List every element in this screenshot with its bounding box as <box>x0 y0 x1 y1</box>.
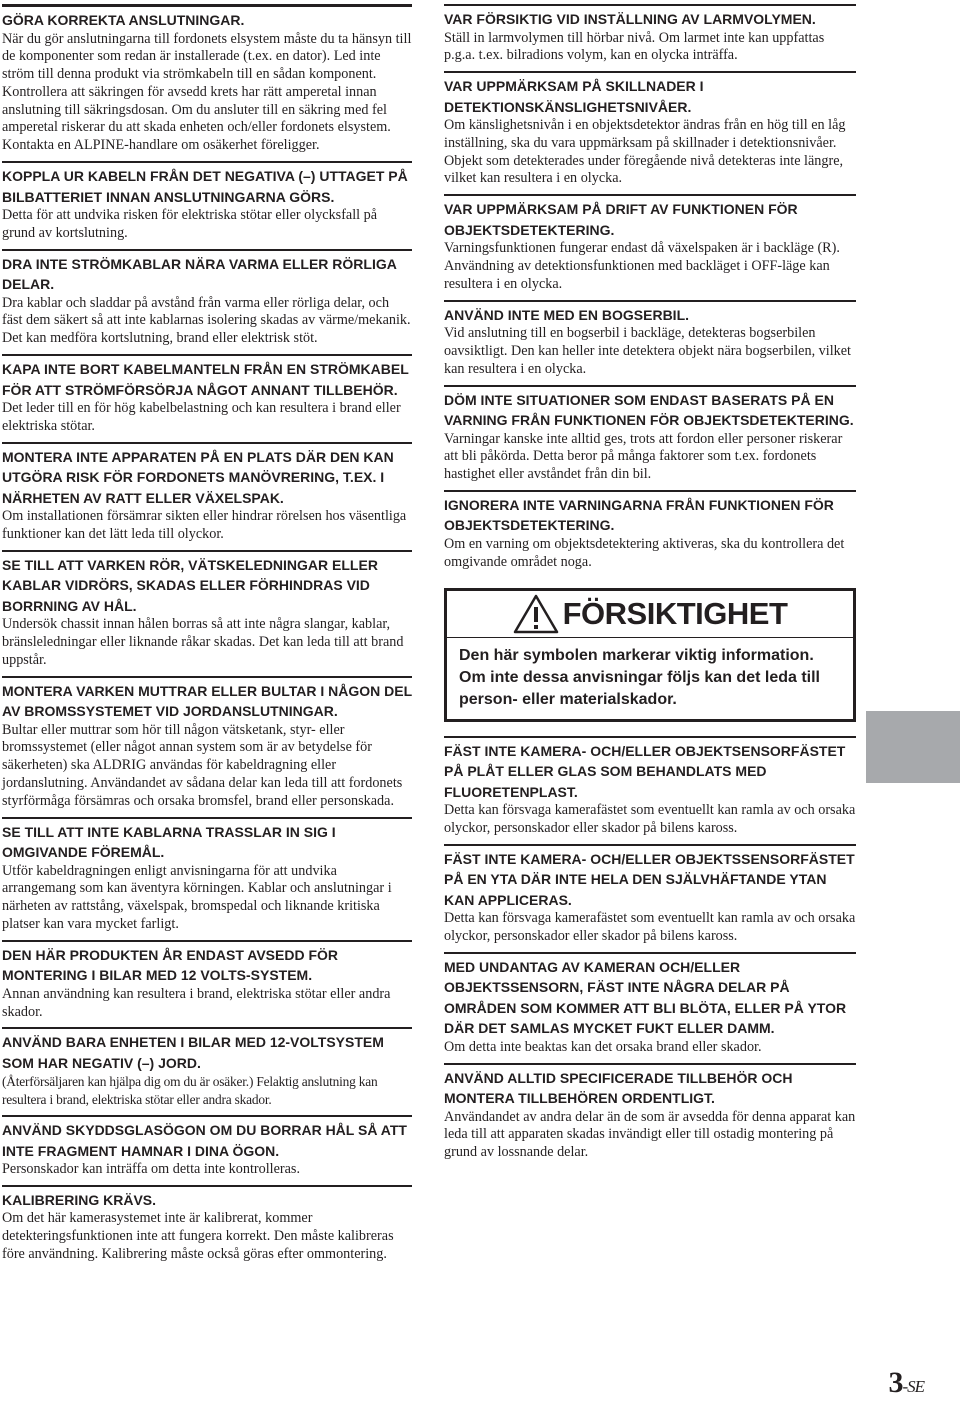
warning-section <box>2 161 412 243</box>
section-body: Detta kan försvaga kamerafästet som eventuellt kan ramla av och orsaka olyckor, personskador eller skador på bilens kaross. <box>444 910 856 944</box>
warning-section <box>444 952 856 1057</box>
warning-section <box>2 1027 412 1109</box>
section-heading: DRA INTE STRÖMKABLAR NÄRA VARMA ELLER RÖRLIGA DELAR. <box>2 255 397 293</box>
left-column <box>2 4 412 1270</box>
caution-text: Den här symbolen markerar viktig information. Om inte dessa anvisningar följs kan det leda till person- eller materialskador. <box>459 646 820 708</box>
caution-box <box>444 588 856 722</box>
page-number-value: 3 <box>888 1366 903 1399</box>
section-body: När du gör anslutningarna till fordonets elsystem måste du ta hänsyn till de komponenter som redan är installerade (t.ex. en dator). Led inte ström till denna produkt via strömkabeln till en sådan komponent. Kontrollera att säkringen för avsedd krets har rätt amperetal innan anslutning till säkringsdosan. Om du ansluter till en säkring med fel amperetal riskerar du att skada enheten och/eller fordonets elsystem. Kontakta en ALPINE-handlare om osäkerhet föreligger. <box>2 30 412 154</box>
section-heading: SE TILL ATT INTE KABLARNA TRASSLAR IN SIG I OMGIVANDE FÖREMÅL. <box>2 823 336 861</box>
section-body: Om det här kamerasystemet inte är kalibrerat, kommer detekteringsfunktionen inte att fungera korrekt. Den måste kalibreras före användning. Kalibrering måste också göras efter ommontering. <box>2 1210 394 1262</box>
warning-section <box>2 817 412 934</box>
section-body: Personskador kan inträffa om detta inte kontrolleras. <box>2 1161 300 1177</box>
caution-title: FÖRSIKTIGHET <box>562 595 788 631</box>
section-body: Bultar eller muttrar som hör till någon vätsketank, styr- eller bromssystemet (eller något annan system som är av betydelse för säkerheten) ska ALDRIG användas för kabeldragning eller jordanslutning. Användandet av sådana delar kan leda till att fordonets styrförmåga försämras och orsaka bromsfel, brand eller personskada. <box>2 721 403 809</box>
section-body: Om detta inte beaktas kan det orsaka brand eller skador. <box>444 1038 762 1055</box>
section-body: Ställ in larmvolymen till hörbar nivå. Om larmet inte kan uppfattas p.g.a. t.ex. bilradions volym, kan en olycka inträffa. <box>444 29 825 64</box>
warning-section <box>2 249 412 348</box>
section-body: Vid anslutning till en bogserbil i backläge, detekteras bogserbilen oavsiktligt. Den kan heller inte detektera objekt nära bogserbilen, vilket kan resultera i en olycka. <box>444 325 851 377</box>
warning-section <box>2 354 412 436</box>
section-body: Detta för att undvika risken för elektriska stötar eller olycksfall på grund av kortslutning. <box>2 207 378 241</box>
section-body: (Återförsäljaren kan hjälpa dig om du är osäker.) Felaktig anslutning kan resultera i brand, elektriska stötar eller andra skador. <box>2 1074 378 1108</box>
section-heading: DÖM INTE SITUATIONER SOM ENDAST BASERATS PÅ EN VARNING FRÅN FUNKTIONEN FÖR OBJEKTSDETEKTERING. <box>444 391 854 429</box>
warning-section <box>2 940 412 1022</box>
section-body: Det leder till en för hög kabelbelastning och kan resultera i brand eller elektriska stötar. <box>2 400 401 434</box>
warning-section <box>2 1185 412 1264</box>
section-heading: MONTERA INTE APPARATEN PÅ EN PLATS DÄR DEN KAN UTGÖRA RISK FÖR FORDONETS MANÖVRERING, T.EX. I NÄRHETEN AV RATT ELLER VÄXELSPAK. <box>2 448 394 506</box>
section-heading: VAR FÖRSIKTIG VID INSTÄLLNING AV LARMVOLYMEN. <box>444 11 816 27</box>
section-heading: ANVÄND INTE MED EN BOGSERBIL. <box>444 306 690 323</box>
section-heading: FÄST INTE KAMERA- OCH/ELLER OBJEKTSENSORFÄSTET PÅ PLÅT ELLER GLAS SOM BEHANDLATS MED FLUORETENPLAST. <box>444 742 846 800</box>
section-body: Om en varning om objektsdetektering aktiveras, ska du kontrollera det omgivande området noga. <box>444 535 845 570</box>
section-heading: MED UNDANTAG AV KAMERAN OCH/ELLER OBJEKTSSENSORN, FÄST INTE NÅGRA DELAR PÅ OMRÅDEN SOM KOMMER ATT BLI BLÖTA, ELLER PÅ YTOR DÄR DET SAMLAS MYCKET FUKT ELLER DAMM. <box>444 958 847 1037</box>
section-body: Användandet av andra delar än de som är avsedda för denna apparat kan leda till att apparaten skadas invändigt eller till ostadig montering på grund av lossnande delar. <box>444 1108 856 1161</box>
warning-section <box>444 194 856 293</box>
warning-section <box>2 550 412 670</box>
section-body: Dra kablar och sladdar på avstånd från varma eller rörliga delar, och fäst dem säkert så att inte kablarnas isolering skadas av värme/mekanik. Det kan medföra kortslutning, brand eller elektrisk stöt. <box>2 294 411 347</box>
warning-section <box>444 385 856 484</box>
section-heading: KALIBRERING KRÄVS. <box>2 1191 157 1208</box>
warning-section <box>444 300 856 379</box>
page-number <box>888 1366 924 1400</box>
section-body: Varningar kanske inte alltid ges, trots att fordon eller personer riskerar att bli påkörda. Detta beror på många faktorer som t.ex. fordonets hastighet eller avståndet från din bil. <box>444 430 843 483</box>
section-body: Annan användning kan resultera i brand, elektriska stötar eller andra skador. <box>2 985 391 1020</box>
section-heading: ANVÄND BARA ENHETEN I BILAR MED 12-VOLTSYSTEM SOM HAR NEGATIV (–) JORD. <box>2 1034 384 1071</box>
warning-section <box>444 490 856 572</box>
section-body: Utför kabeldragningen enligt anvisningarna för att undvika arrangemang som kan äventyra körningen. Kablar och anslutningar i närheten av rattstång, växelspak, bromspedal och liknande kritiska platser kan vara mycket farligt. <box>2 862 392 933</box>
section-heading: SE TILL ATT VARKEN RÖR, VÄTSKELEDNINGAR ELLER KABLAR VIDRÖRS, SKADAS ELLER FÖRHINDRAS VID BORRNING AV HÅL. <box>2 556 378 614</box>
warning-section <box>2 442 412 544</box>
section-heading: GÖRA KORREKTA ANSLUTNINGAR. <box>2 12 245 28</box>
warning-section <box>444 71 856 188</box>
warning-triangle-icon <box>513 594 559 634</box>
section-body: Varningsfunktionen fungerar endast då växelspaken är i backläge (R). Användning av detektionsfunktionen med backläget i OFF-läge kan resultera i en olycka. <box>444 240 840 292</box>
warning-section <box>444 736 856 838</box>
warning-section <box>444 1063 856 1162</box>
section-heading: MONTERA VARKEN MUTTRAR ELLER BULTAR I NÅGON DEL AV BROMSSYSTEMET VID JORDANSLUTNINGAR. <box>2 682 412 720</box>
section-body: Om känslighetsnivån i en objektsdetektor ändras från en hög till en låg inställning, ska du vara uppmärksam på skillnader i detektionsnivåer. Objekt som detekterades under föregående nivå detekteras inte längre, vilket kan resultera i en olycka. <box>444 117 846 187</box>
section-body: Om installationen försämrar sikten eller hindrar rörelsen hos väsentliga funktioner kan det lätt leda till olyckor. <box>2 508 407 542</box>
section-heading: KAPA INTE BORT KABELMANTELN FRÅN EN STRÖMKABEL FÖR ATT STRÖMFÖRSÖRJA NÅGOT ANNANT TILLBEHÖR. <box>2 361 409 398</box>
section-heading: DEN HÄR PRODUKTEN ÅR ENDAST AVSEDD FÖR MONTERING I BILAR MED 12 VOLTS-SYSTEM. <box>2 946 339 984</box>
right-column-bottom <box>444 736 856 1162</box>
section-body: Detta kan försvaga kamerafästet som eventuellt kan ramla av och orsaka olyckor, personskador eller skador på bilens kaross. <box>444 802 856 836</box>
warning-section <box>444 4 856 65</box>
section-heading: FÄST INTE KAMERA- OCH/ELLER OBJEKTSSENSORFÄSTET PÅ EN YTA DÄR INTE HELA DEN SJÄLVHÄFTANDE YTAN KAN APPLICERAS. <box>444 850 855 908</box>
warning-section <box>444 844 856 946</box>
warning-section <box>2 1115 412 1179</box>
caution-header <box>447 591 853 638</box>
page-number-suffix: -SE <box>902 1377 924 1396</box>
section-tab <box>866 711 960 783</box>
warning-section <box>2 4 412 155</box>
section-body: Undersök chassit innan hålen borras så att inte några slangar, kablar, bränsleledningar eller liknande råkar skadas. Det kan leda till att brand uppstår. <box>2 616 404 668</box>
section-heading: KOPPLA UR KABELN FRÅN DET NEGATIVA (–) UTTAGET PÅ BILBATTERIET INNAN ANSLUTNINGARNA GÖRS. <box>2 168 408 205</box>
section-heading: ANVÄND SKYDDSGLASÖGON OM DU BORRAR HÅL SÅ ATT INTE FRAGMENT HAMNAR I DINA ÖGON. <box>2 1122 407 1159</box>
section-heading: IGNORERA INTE VARNINGARNA FRÅN FUNKTIONEN FÖR OBJEKTSDETEKTERING. <box>444 496 834 534</box>
right-column-top <box>444 4 856 572</box>
right-column <box>444 4 856 1168</box>
section-heading: ANVÄND ALLTID SPECIFICERADE TILLBEHÖR OCH MONTERA TILLBEHÖREN ORDENTLIGT. <box>444 1069 793 1107</box>
section-heading: VAR UPPMÄRKSAM PÅ SKILLNADER I DETEKTIONSKÄNSLIGHETSNIVÅER. <box>444 78 704 115</box>
warning-section <box>2 676 412 811</box>
section-heading: VAR UPPMÄRKSAM PÅ DRIFT AV FUNKTIONEN FÖR OBJEKTSDETEKTERING. <box>444 201 798 238</box>
